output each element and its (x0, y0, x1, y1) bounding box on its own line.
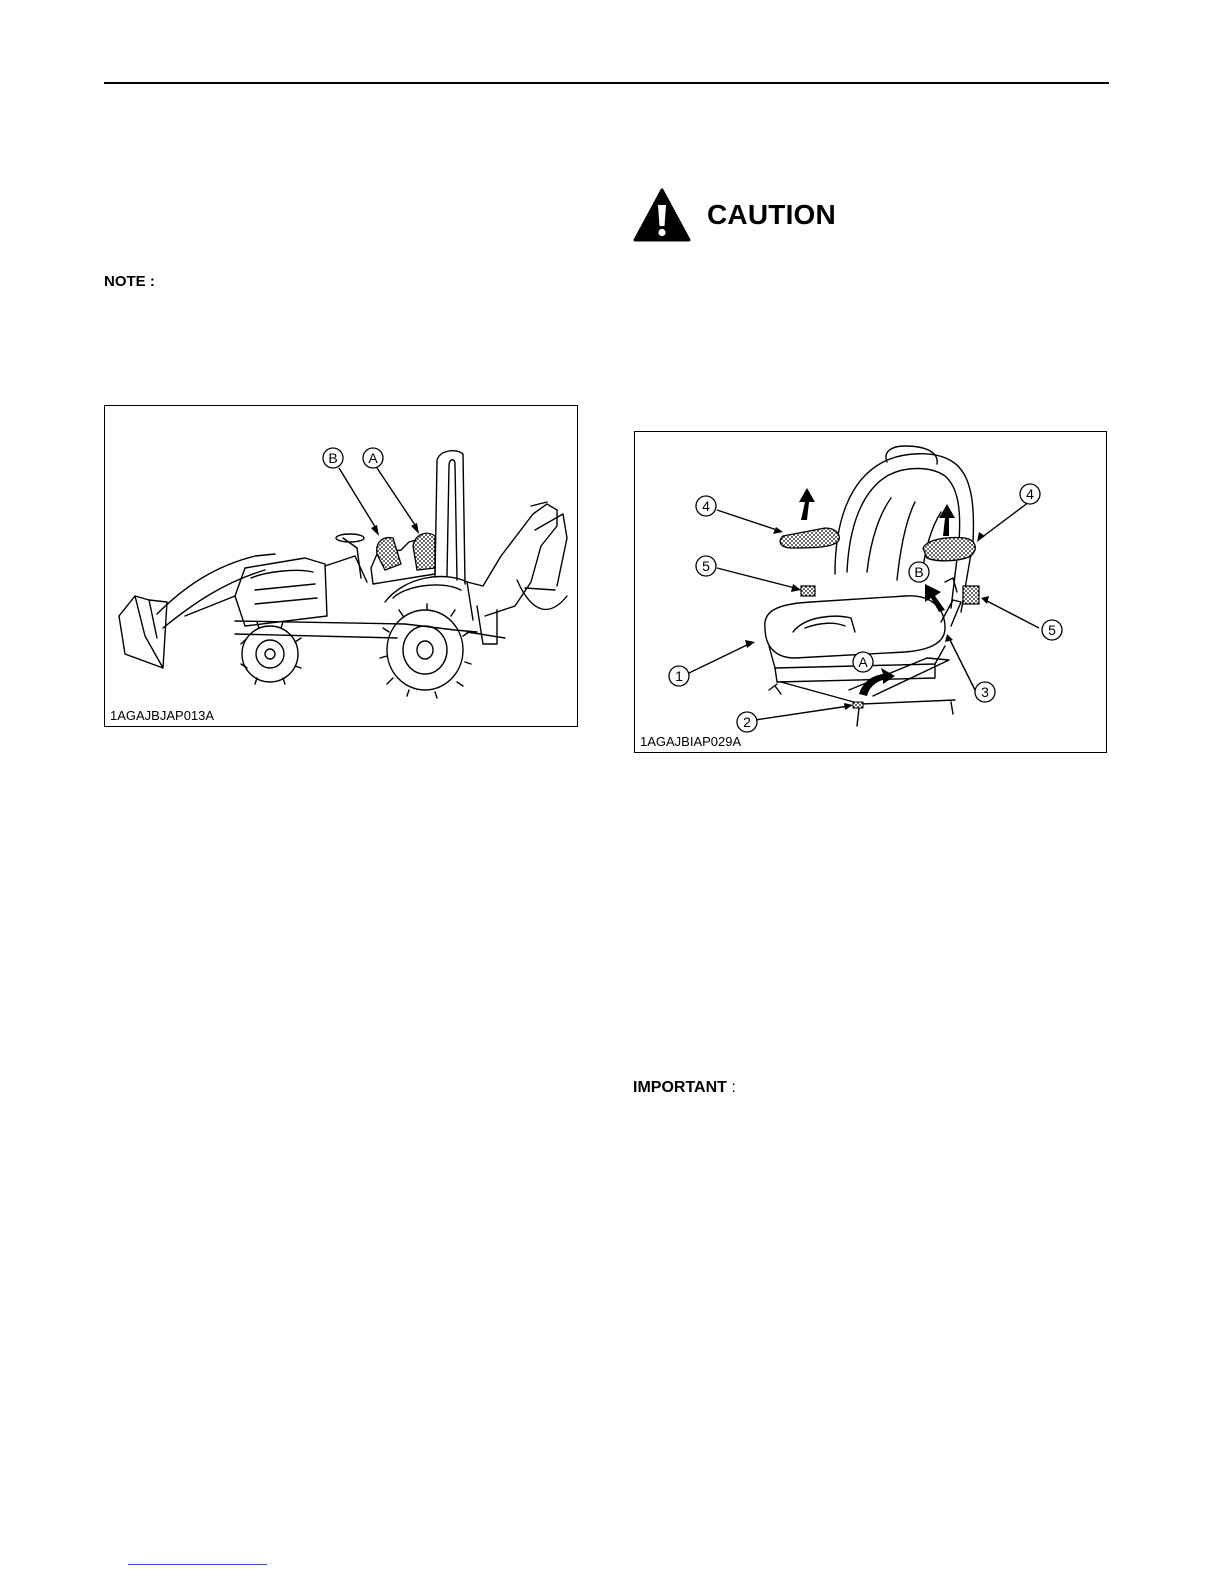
important-label-text: IMPORTANT (633, 1079, 727, 1096)
tractor-figure (104, 405, 578, 727)
callout-a: A (858, 654, 868, 670)
callout-4-right: 4 (1026, 486, 1034, 502)
seat-figure (634, 431, 1107, 753)
figure-code: 1AGAJBIAP029A (640, 734, 742, 749)
header-rule (104, 82, 1109, 84)
important-label (633, 1079, 736, 1097)
footer-link-underline[interactable] (128, 1564, 267, 1565)
callout-2: 2 (743, 714, 751, 730)
callout-4-left: 4 (702, 498, 710, 514)
note-label: NOTE : (104, 273, 155, 290)
important-label-colon: : (726, 1079, 736, 1096)
callout-5-right: 5 (1048, 622, 1056, 638)
figure-code: 1AGAJBJAP013A (110, 708, 215, 723)
callout-3: 3 (981, 684, 989, 700)
callout-5-left: 5 (702, 558, 710, 574)
caution-heading (633, 187, 836, 243)
callout-a: A (368, 450, 378, 466)
seat-illustration (635, 432, 1106, 752)
warning-triangle-icon (633, 187, 691, 243)
callout-b: B (328, 450, 338, 466)
callout-1: 1 (675, 668, 683, 684)
tractor-illustration (105, 406, 577, 726)
caution-label: CAUTION (707, 199, 836, 230)
callout-b: B (914, 564, 924, 580)
